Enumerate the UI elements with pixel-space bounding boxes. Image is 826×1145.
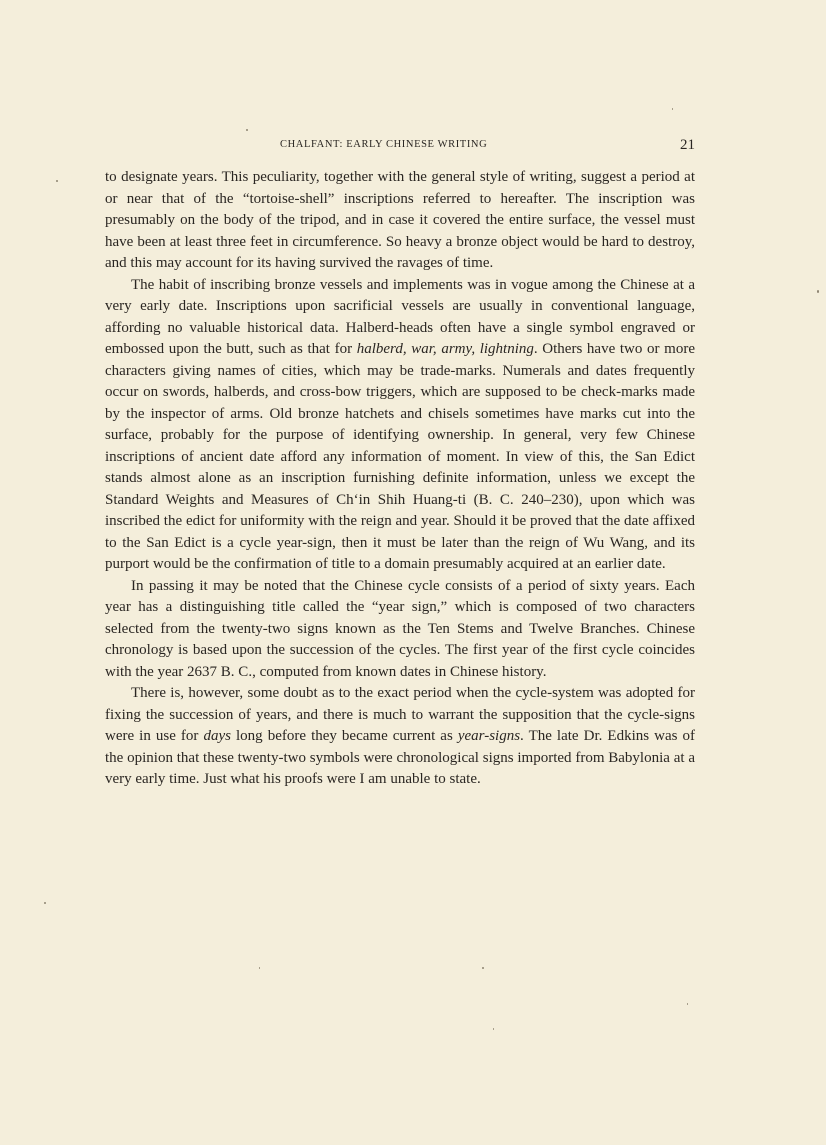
italic-text-segment: days (203, 728, 231, 744)
text-segment: long before they became current as (230, 728, 458, 744)
text-segment: to designate years. This peculiarity, together with the general style of writing, suggest a period at or near that of the “tortoise-shell” inscriptions referred to hereafter. The inscription was presumably on the body of the tripod, and in case it covered the entire surface, the vessel must have been at least three feet in circumference. So heavy a bronze object would be hard to destroy, and this may account for its having survived the ravages of time. (105, 169, 695, 271)
text-segment: In passing it may be noted that the Chinese cycle consists of a period of sixty years. Each year has a distinguishing title called the “year sign,” which is composed of two characters selected from the twenty-two signs known as the Ten Stems and Twelve Branches. Chinese chronology is based upon the succession of the cycles. The first year of the first cycle coincides with the year 2637 B. C., computed from known dates in Chinese history. (105, 577, 695, 680)
text-segment: The habit of inscribing bronze vessels and implements was in vogue among the Chinese at a very early date. Inscriptions upon sacrificial vessels are usually in conventional language, affording no valuable historical data. Halberd-heads often have a single symbol engraved or embossed upon the butt, such as that for (105, 276, 695, 357)
text-segment: There is, however, some doubt as to the exact period when the cycle-system was adopted for fixing the succession of years, and there is much to warrant the supposition that the cycle-signs were in use for (105, 685, 695, 744)
page-number: 21 (680, 137, 695, 153)
paragraph-3 (105, 576, 695, 684)
paper-speck (817, 290, 819, 293)
italic-text-segment: halberd, war, army, lightning (356, 341, 534, 357)
paper-speck (687, 1003, 688, 1005)
paragraph-2 (105, 275, 695, 576)
paper-speck (482, 967, 484, 969)
paper-speck (672, 108, 673, 110)
italic-text-segment: year-signs (457, 728, 521, 744)
paragraph-4 (105, 683, 695, 791)
body-text (105, 167, 695, 791)
paper-speck (56, 180, 58, 182)
paragraph-1 (105, 167, 695, 275)
paper-speck (493, 1028, 494, 1030)
paper-speck (44, 902, 46, 904)
paper-speck (246, 129, 248, 131)
text-segment: . Others have two or more characters giving names of cities, which may be trade-marks. Numerals and dates frequently occur on swords, halberds, and cross-bow triggers, which are supposed to be check-marks made by the inspector of arms. Old bronze hatchets and chisels sometimes have marks cut into the surface, probably for the purpose of identifying ownership. In general, very few Chinese inscriptions of ancient date afford any information of moment. In view of this, the San Edict stands almost alone as an inscription furnishing definite information, unless we except the Standard Weights and Measures of Ch‘in Shih Huang-ti (B. C. 240–230), upon which was inscribed the edict for uniformity with the reign and year. Should it be proved that the date affixed to the San Edict is a cycle year-sign, then it must be later than the reign of Wu Wang, and its purport would be the confirmation of title to a domain presumably acquired at an earlier date. (105, 341, 695, 572)
running-head (105, 137, 695, 155)
running-title: CHALFANT: EARLY CHINESE WRITING (280, 139, 488, 150)
text-segment: . The late Dr. Edkins was of the opinion that these twenty-two symbols were chronological signs imported from Babylonia at a very early time. Just what his proofs were I am unable to state. (105, 728, 695, 787)
paper-speck (259, 967, 260, 969)
